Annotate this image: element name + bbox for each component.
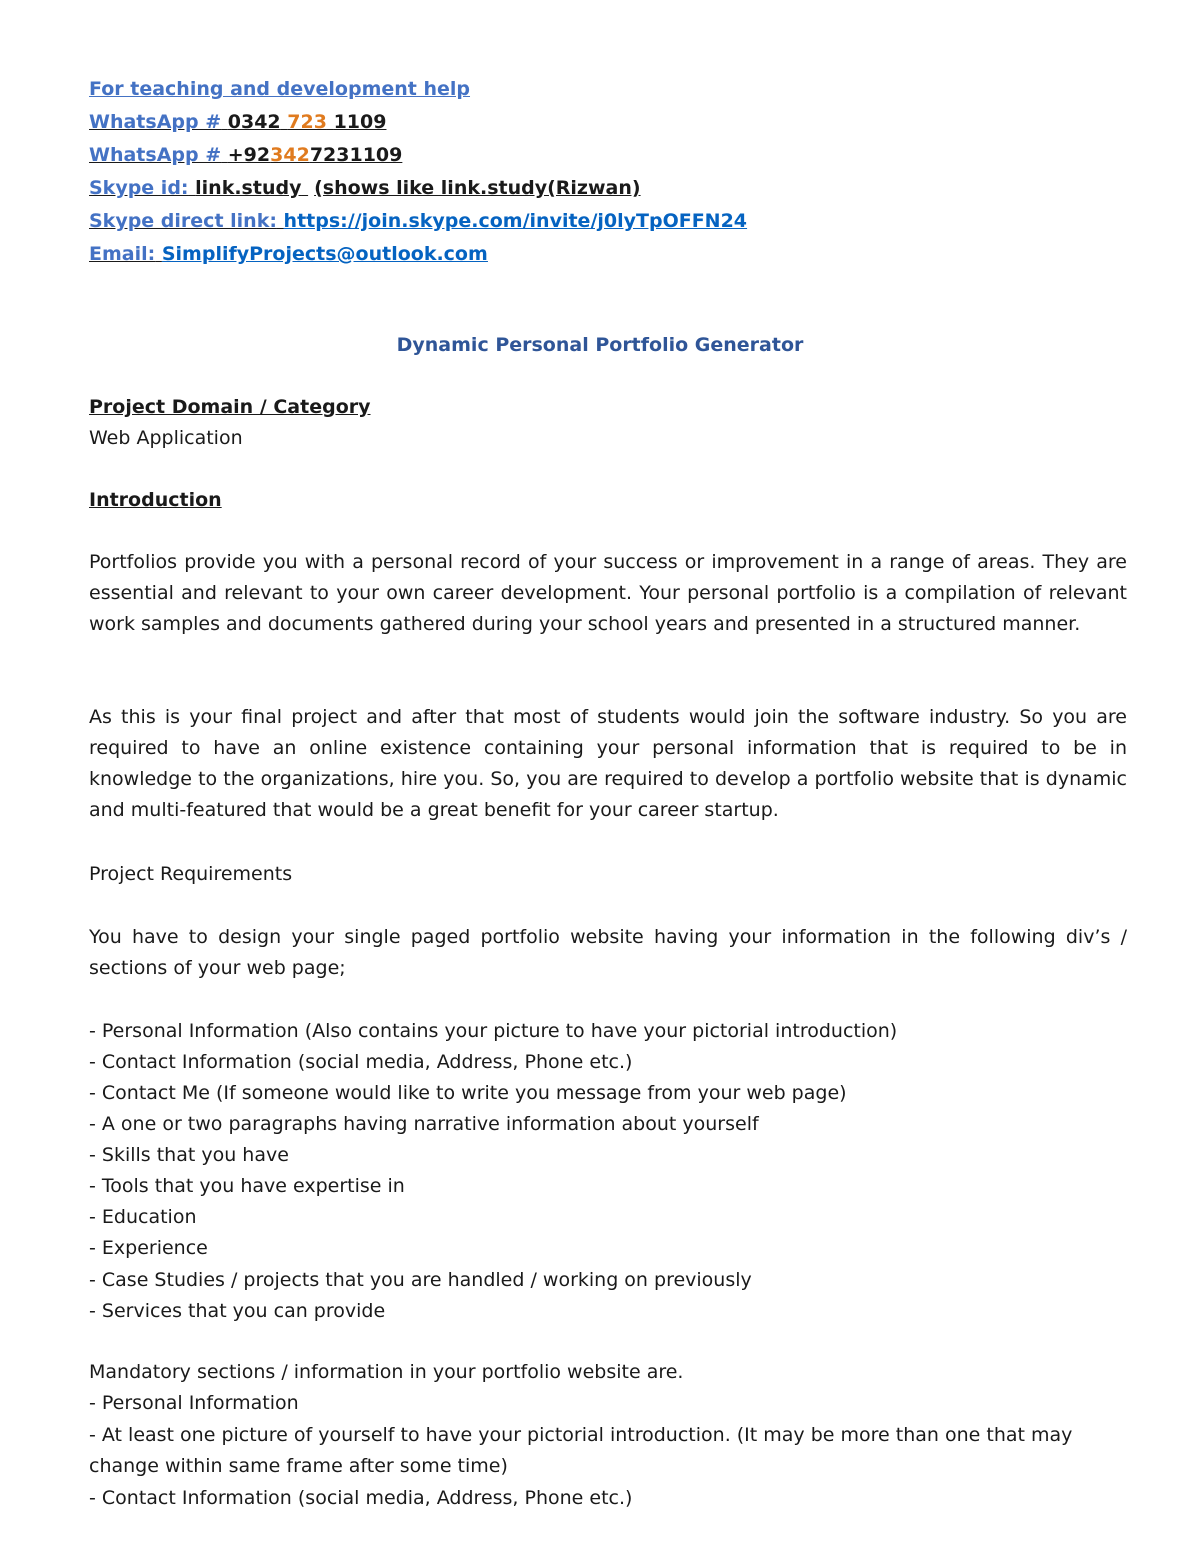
intro-heading: Introduction	[89, 489, 222, 511]
email-link[interactable]: SimplifyProjects@outlook.com	[161, 243, 488, 265]
requirements-heading: Project Requirements	[89, 863, 293, 885]
list-item: - Contact Me (If someone would like to write you message from your web page)	[89, 1082, 847, 1104]
intro-paragraph-1: Portfolios provide you with a personal record of your success or improvement in a range of areas. They are essential and relevant to your own career development. Your personal portfolio is a compilation of relevant work samples and documents gathered during your school years and presented in a structured manner.	[89, 551, 1127, 635]
email-label: Email:	[89, 243, 156, 265]
whatsapp-number-part: 1109	[333, 111, 387, 133]
skype-direct-line	[89, 208, 747, 234]
skype-direct-label: Skype direct link:	[89, 210, 277, 232]
mandatory-intro: Mandatory sections / information in your portfolio website are.	[89, 1361, 684, 1383]
list-item: - Experience	[89, 1237, 208, 1259]
list-item: - Personal Information	[89, 1392, 299, 1414]
whatsapp-number-part: +92	[227, 144, 271, 166]
list-item: - Contact Information (social media, Address, Phone etc.)	[89, 1051, 633, 1073]
skype-id: link.study	[195, 177, 302, 199]
email-line	[89, 241, 488, 267]
whatsapp-line-2	[89, 142, 402, 168]
list-item: - Case Studies / projects that you are handled / working on previously	[89, 1269, 752, 1291]
list-item: - A one or two paragraphs having narrative information about yourself	[89, 1113, 759, 1135]
list-item: - Tools that you have expertise in	[89, 1175, 405, 1197]
list-item: - Personal Information (Also contains your picture to have your pictorial introduction)	[89, 1020, 898, 1042]
list-item: - Contact Information (social media, Address, Phone etc.)	[89, 1487, 633, 1509]
whatsapp-line-1	[89, 109, 386, 135]
teaching-help-line: For teaching and development help	[89, 78, 471, 100]
skype-note: (shows like link.study(Rizwan)	[314, 177, 641, 199]
whatsapp-label: WhatsApp #	[89, 111, 222, 133]
list-item: - Education	[89, 1206, 197, 1228]
domain-value: Web Application	[89, 427, 243, 449]
whatsapp-number-part: 0342	[227, 111, 281, 133]
list-item: - Services that you can provide	[89, 1300, 386, 1322]
domain-heading: Project Domain / Category	[89, 396, 371, 418]
intro-paragraph-2: As this is your final project and after that most of students would join the software industry. So you are required to have an online existence containing your personal information that is required to be in knowledge to the organizations, hire you. So, you are required to develop a portfolio website that is dynamic and multi-featured that would be a great benefit for your career startup.	[89, 706, 1127, 821]
requirements-intro: You have to design your single paged portfolio website having your information in the following div’s / sections of your web page;	[89, 926, 1127, 979]
document-title: Dynamic Personal Portfolio Generator	[396, 334, 804, 356]
whatsapp-number-part: 7231109	[309, 144, 403, 166]
whatsapp-number-part: 342	[270, 144, 310, 166]
list-item: - Skills that you have	[89, 1144, 289, 1166]
skype-invite-link[interactable]: https://join.skype.com/invite/j0lyTpOFFN24	[283, 210, 748, 232]
skype-id-line	[89, 175, 641, 201]
whatsapp-label: WhatsApp #	[89, 144, 222, 166]
whatsapp-number-part: 723	[287, 111, 327, 133]
skype-label: Skype id:	[89, 177, 189, 199]
list-item: - At least one picture of yourself to have your pictorial introduction. (It may be more than one that may change within same frame after some time)	[89, 1424, 1073, 1477]
